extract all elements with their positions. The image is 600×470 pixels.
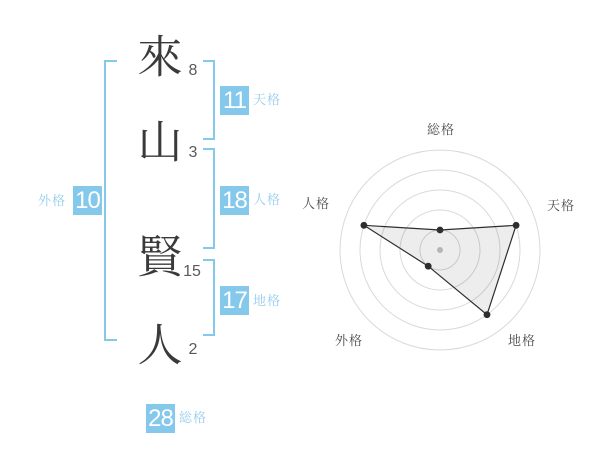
stroke-count-2: 3 xyxy=(188,144,198,161)
stroke-count-1: 8 xyxy=(188,62,198,79)
tenkaku-bracket xyxy=(203,60,215,140)
chikaku-badge-label: 地格 xyxy=(253,293,282,308)
tenkaku-badge-label: 天格 xyxy=(253,92,282,107)
jinkaku-bracket xyxy=(203,148,215,249)
gaikaku-badge-label: 外格 xyxy=(38,193,67,208)
radar-axis-label-gaikaku: 外格 xyxy=(334,333,364,348)
name-character-1: 來 xyxy=(137,31,183,83)
radar-series-polygon xyxy=(364,225,516,314)
stroke-count-3: 15 xyxy=(183,263,201,280)
radar-axis-label-soukaku: 総格 xyxy=(426,122,456,137)
radar-axis-label-tenkaku: 天格 xyxy=(546,198,576,213)
gaikaku-badge: 10 xyxy=(73,186,102,215)
radar-data-point xyxy=(361,222,368,229)
tenkaku-badge: 11 xyxy=(220,86,249,115)
radar-chart-svg xyxy=(335,145,545,355)
radar-data-point xyxy=(484,311,491,318)
jinkaku-badge: 18 xyxy=(220,186,249,215)
name-character-2: 山 xyxy=(137,116,183,168)
radar-data-point xyxy=(513,222,520,229)
radar-axis-label-jinkaku: 人格 xyxy=(301,196,331,211)
name-character-4: 人 xyxy=(137,319,183,371)
chikaku-bracket xyxy=(203,259,215,336)
soukaku-badge: 28 xyxy=(146,404,175,433)
stroke-count-4: 2 xyxy=(188,341,198,358)
radar-axis-label-chikaku: 地格 xyxy=(507,333,537,348)
soukaku-badge-label: 総格 xyxy=(179,410,208,425)
name-character-3: 賢 xyxy=(137,231,183,283)
gaikaku-bracket xyxy=(104,60,117,341)
radar-data-point xyxy=(425,263,432,270)
jinkaku-badge-label: 人格 xyxy=(253,192,282,207)
chikaku-badge: 17 xyxy=(220,286,249,315)
radar-data-point xyxy=(437,227,444,234)
